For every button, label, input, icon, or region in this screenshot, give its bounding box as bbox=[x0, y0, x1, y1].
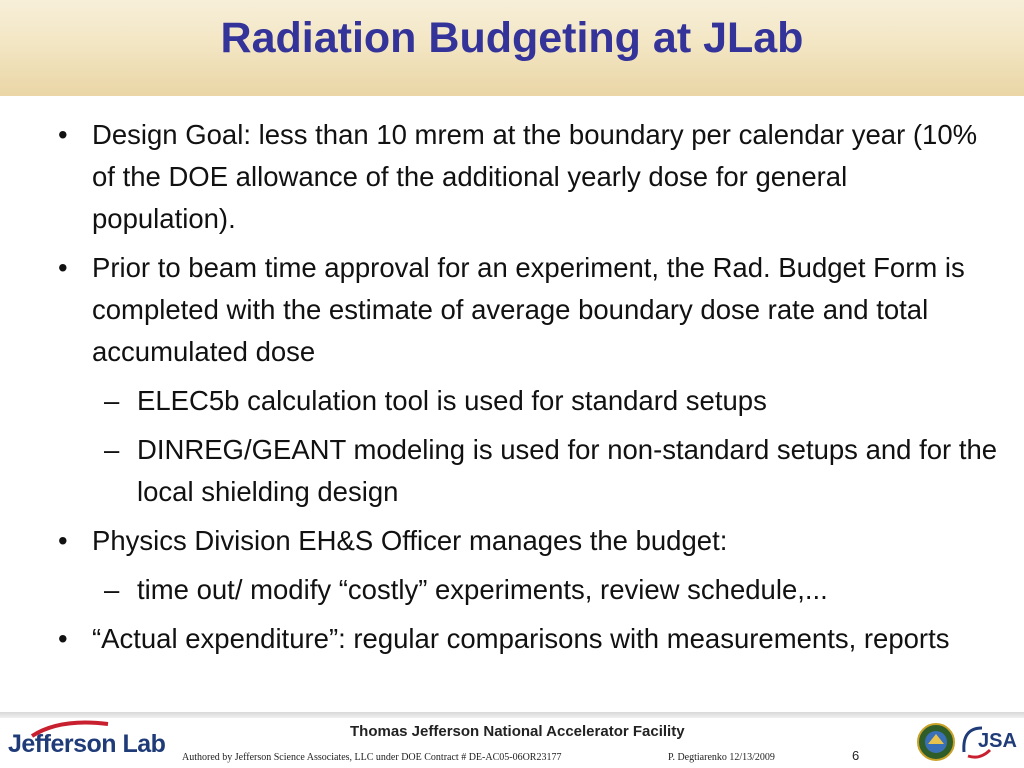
footer-divider bbox=[0, 712, 1024, 718]
jsa-text: JSA bbox=[978, 730, 1017, 752]
contract-credit: Authored by Jefferson Science Associates, LLC under DOE Contract # DE-AC05-06OR23177 bbox=[182, 752, 562, 763]
bullet-item bbox=[0, 114, 1024, 240]
sub-bullet-text: time out/ modify “costly” experiments, review schedule,... bbox=[137, 574, 828, 605]
logo-text: Jefferson Lab bbox=[8, 730, 166, 758]
jsa-logo bbox=[960, 722, 1020, 762]
sub-bullet-item bbox=[0, 569, 1024, 611]
sub-bullet-text: DINREG/GEANT modeling is used for non-standard setups and for the local shielding design bbox=[137, 434, 998, 507]
sub-bullet-marker: – bbox=[104, 434, 120, 465]
bullet-marker: • bbox=[58, 525, 68, 556]
bullet-text: Physics Division EH&S Officer manages the budget: bbox=[92, 525, 728, 556]
bullet-item bbox=[0, 247, 1024, 373]
bullet-text: Prior to beam time approval for an experiment, the Rad. Budget Form is completed with the estimate of average boundary dose rate and total accumulated dose bbox=[92, 252, 965, 367]
sub-bullet-text: ELEC5b calculation tool is used for standard setups bbox=[137, 385, 767, 416]
bullet-marker: • bbox=[58, 623, 68, 654]
sub-bullet-item bbox=[0, 380, 1024, 422]
bullet-item bbox=[0, 520, 1024, 562]
doe-seal-icon bbox=[916, 722, 956, 762]
author-date: P. Degtiarenko 12/13/2009 bbox=[668, 752, 775, 763]
sub-bullet-marker: – bbox=[104, 574, 120, 605]
page-number: 6 bbox=[852, 748, 860, 763]
bullet-item bbox=[0, 618, 1024, 660]
bullet-text: Design Goal: less than 10 mrem at the boundary per calendar year (10% of the DOE allowance of the additional yearly dose for general population). bbox=[92, 119, 978, 234]
sub-bullet-item bbox=[0, 429, 1024, 513]
bullet-text: “Actual expenditure”: regular comparisons with measurements, reports bbox=[92, 623, 950, 654]
logo-swoosh-icon bbox=[30, 718, 110, 738]
facility-name: Thomas Jefferson National Accelerator Facility bbox=[350, 723, 685, 740]
sub-bullet-marker: – bbox=[104, 385, 120, 416]
bullet-marker: • bbox=[58, 119, 68, 150]
slide-title: Radiation Budgeting at JLab bbox=[220, 14, 804, 62]
slide-body bbox=[0, 114, 1024, 660]
bullet-marker: • bbox=[58, 252, 68, 283]
